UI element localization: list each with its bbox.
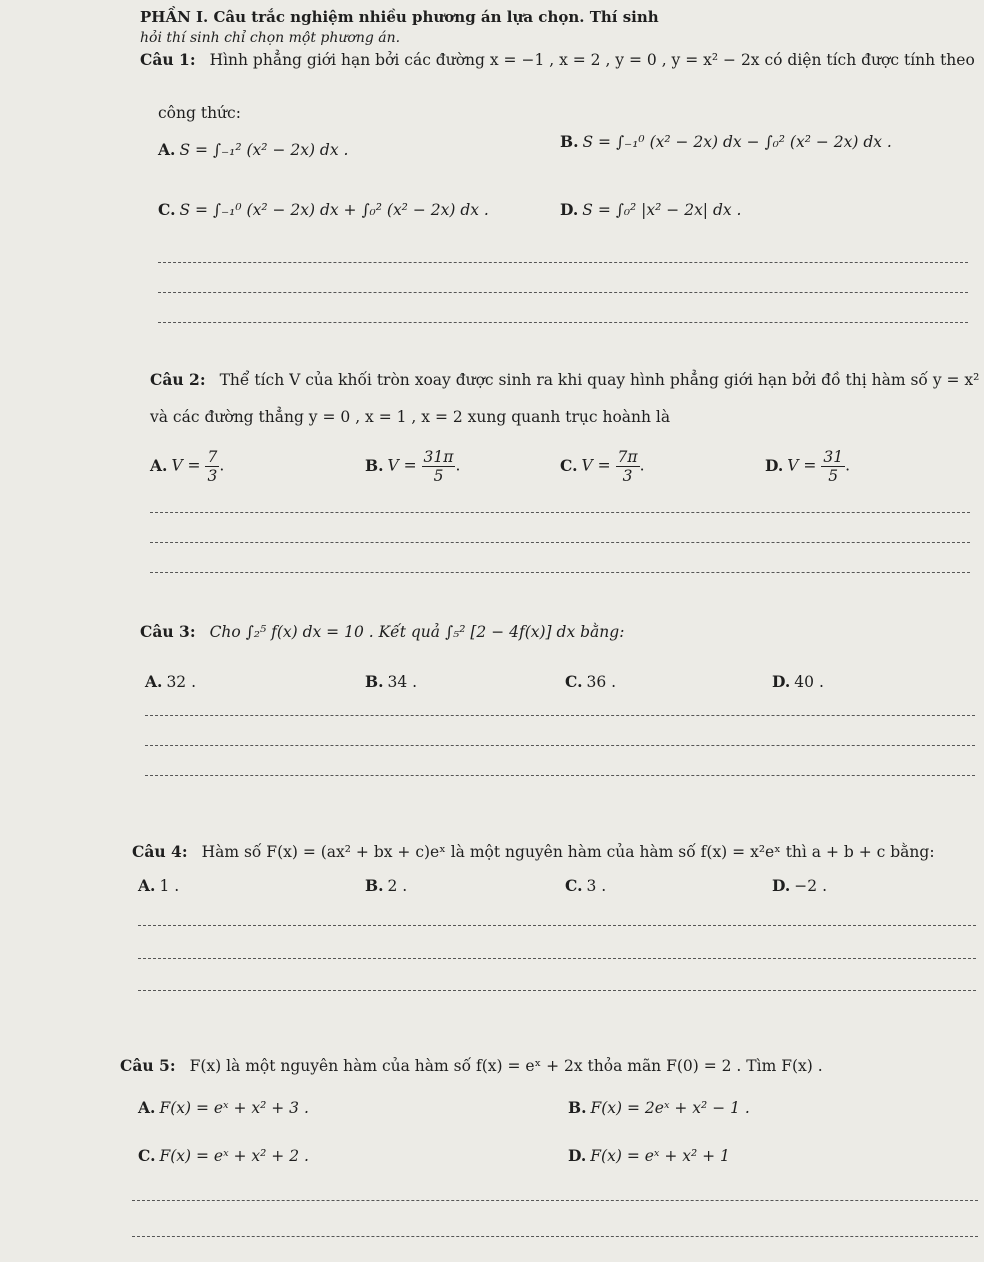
question-1-label: Câu 1:	[140, 50, 196, 69]
answer-line	[150, 542, 970, 543]
question-1-option-a[interactable]: A. S = ∫₋₁² (x² − 2x) dx .	[158, 140, 349, 159]
question-1-stem: Hình phẳng giới hạn bởi các đường x = −1 , x = 2 , y = 0 , y = x² − 2x có diện tích được tính theo	[209, 51, 975, 69]
question-2-option-b[interactable]: B. V = $\frac{31\pi}{5}$ .	[365, 448, 461, 485]
question-4-text	[132, 842, 935, 861]
question-5-option-d[interactable]: D. F(x) = eˣ + x² + 1	[568, 1146, 730, 1165]
answer-line	[145, 745, 975, 746]
question-2-option-c[interactable]: C. V = $\frac{7\pi}{3}$ .	[560, 448, 645, 485]
question-2-text	[150, 370, 979, 389]
question-3-label: Câu 3:	[140, 622, 196, 641]
question-1-option-c[interactable]: C. S = ∫₋₁⁰ (x² − 2x) dx + ∫₀² (x² − 2x) dx .	[158, 200, 489, 219]
answer-line	[158, 262, 968, 263]
question-3-stem: Cho ∫₂⁵ f(x) dx = 10 . Kết quả ∫₅² [2 − 4f(x)] dx bằng:	[209, 623, 625, 641]
question-5-option-b[interactable]: B. F(x) = 2eˣ + x² − 1 .	[568, 1098, 750, 1117]
answer-line	[150, 512, 970, 513]
question-1-option-b[interactable]: B. S = ∫₋₁⁰ (x² − 2x) dx − ∫₀² (x² − 2x) dx .	[560, 132, 892, 151]
question-4-stem: Hàm số F(x) = (ax² + bx + c)eˣ là một nguyên hàm của hàm số f(x) = x²eˣ thì a + b + c bằng:	[201, 843, 935, 861]
question-4-option-c[interactable]: C. 3 .	[565, 876, 607, 895]
answer-line	[132, 1236, 978, 1237]
question-2-option-a[interactable]: A. V = $\frac{7}{3}$ .	[150, 448, 225, 485]
question-5-label: Câu 5:	[120, 1056, 176, 1075]
question-3-option-b[interactable]: B. 34 .	[365, 672, 418, 691]
question-5-option-c[interactable]: C. F(x) = eˣ + x² + 2 .	[138, 1146, 309, 1165]
answer-line	[132, 1200, 978, 1201]
question-4-label: Câu 4:	[132, 842, 188, 861]
section-header: PHẦN I. Câu trắc nghiệm nhiều phương án lựa chọn. Thí sinh	[140, 8, 659, 26]
question-2-text2: và các đường thẳng y = 0 , x = 1 , x = 2 xung quanh trục hoành là	[150, 408, 671, 426]
question-4-option-a[interactable]: A. 1 .	[138, 876, 180, 895]
question-1-text	[140, 50, 975, 69]
question-2-stem: Thể tích V của khối tròn xoay được sinh ra khi quay hình phẳng giới hạn bởi đồ thị hàm số y = x²	[219, 371, 980, 389]
answer-line	[158, 322, 968, 323]
question-4-option-d[interactable]: D. −2 .	[772, 876, 827, 895]
answer-line	[138, 925, 976, 926]
question-3-option-c[interactable]: C. 36 .	[565, 672, 617, 691]
question-2-option-d[interactable]: D. V = $\frac{31}{5}$ .	[765, 448, 851, 485]
answer-line	[145, 715, 975, 716]
answer-line	[138, 958, 976, 959]
question-3-option-a[interactable]: A. 32 .	[145, 672, 197, 691]
question-3-text	[140, 622, 624, 641]
question-1-text2: công thức:	[158, 104, 241, 122]
question-2-label: Câu 2:	[150, 370, 206, 389]
answer-line	[158, 292, 968, 293]
question-4-option-b[interactable]: B. 2 .	[365, 876, 408, 895]
question-3-option-d[interactable]: D. 40 .	[772, 672, 824, 691]
answer-line	[138, 990, 976, 991]
answer-line	[145, 775, 975, 776]
question-1-option-d[interactable]: D. S = ∫₀² |x² − 2x| dx .	[560, 200, 742, 219]
question-5-option-a[interactable]: A. F(x) = eˣ + x² + 3 .	[138, 1098, 309, 1117]
question-5-text	[120, 1056, 823, 1075]
section-subheader: hỏi thí sinh chỉ chọn một phương án.	[140, 30, 401, 46]
question-5-stem: F(x) là một nguyên hàm của hàm số f(x) = eˣ + 2x thỏa mãn F(0) = 2 . Tìm F(x) .	[189, 1057, 823, 1075]
answer-line	[150, 572, 970, 573]
